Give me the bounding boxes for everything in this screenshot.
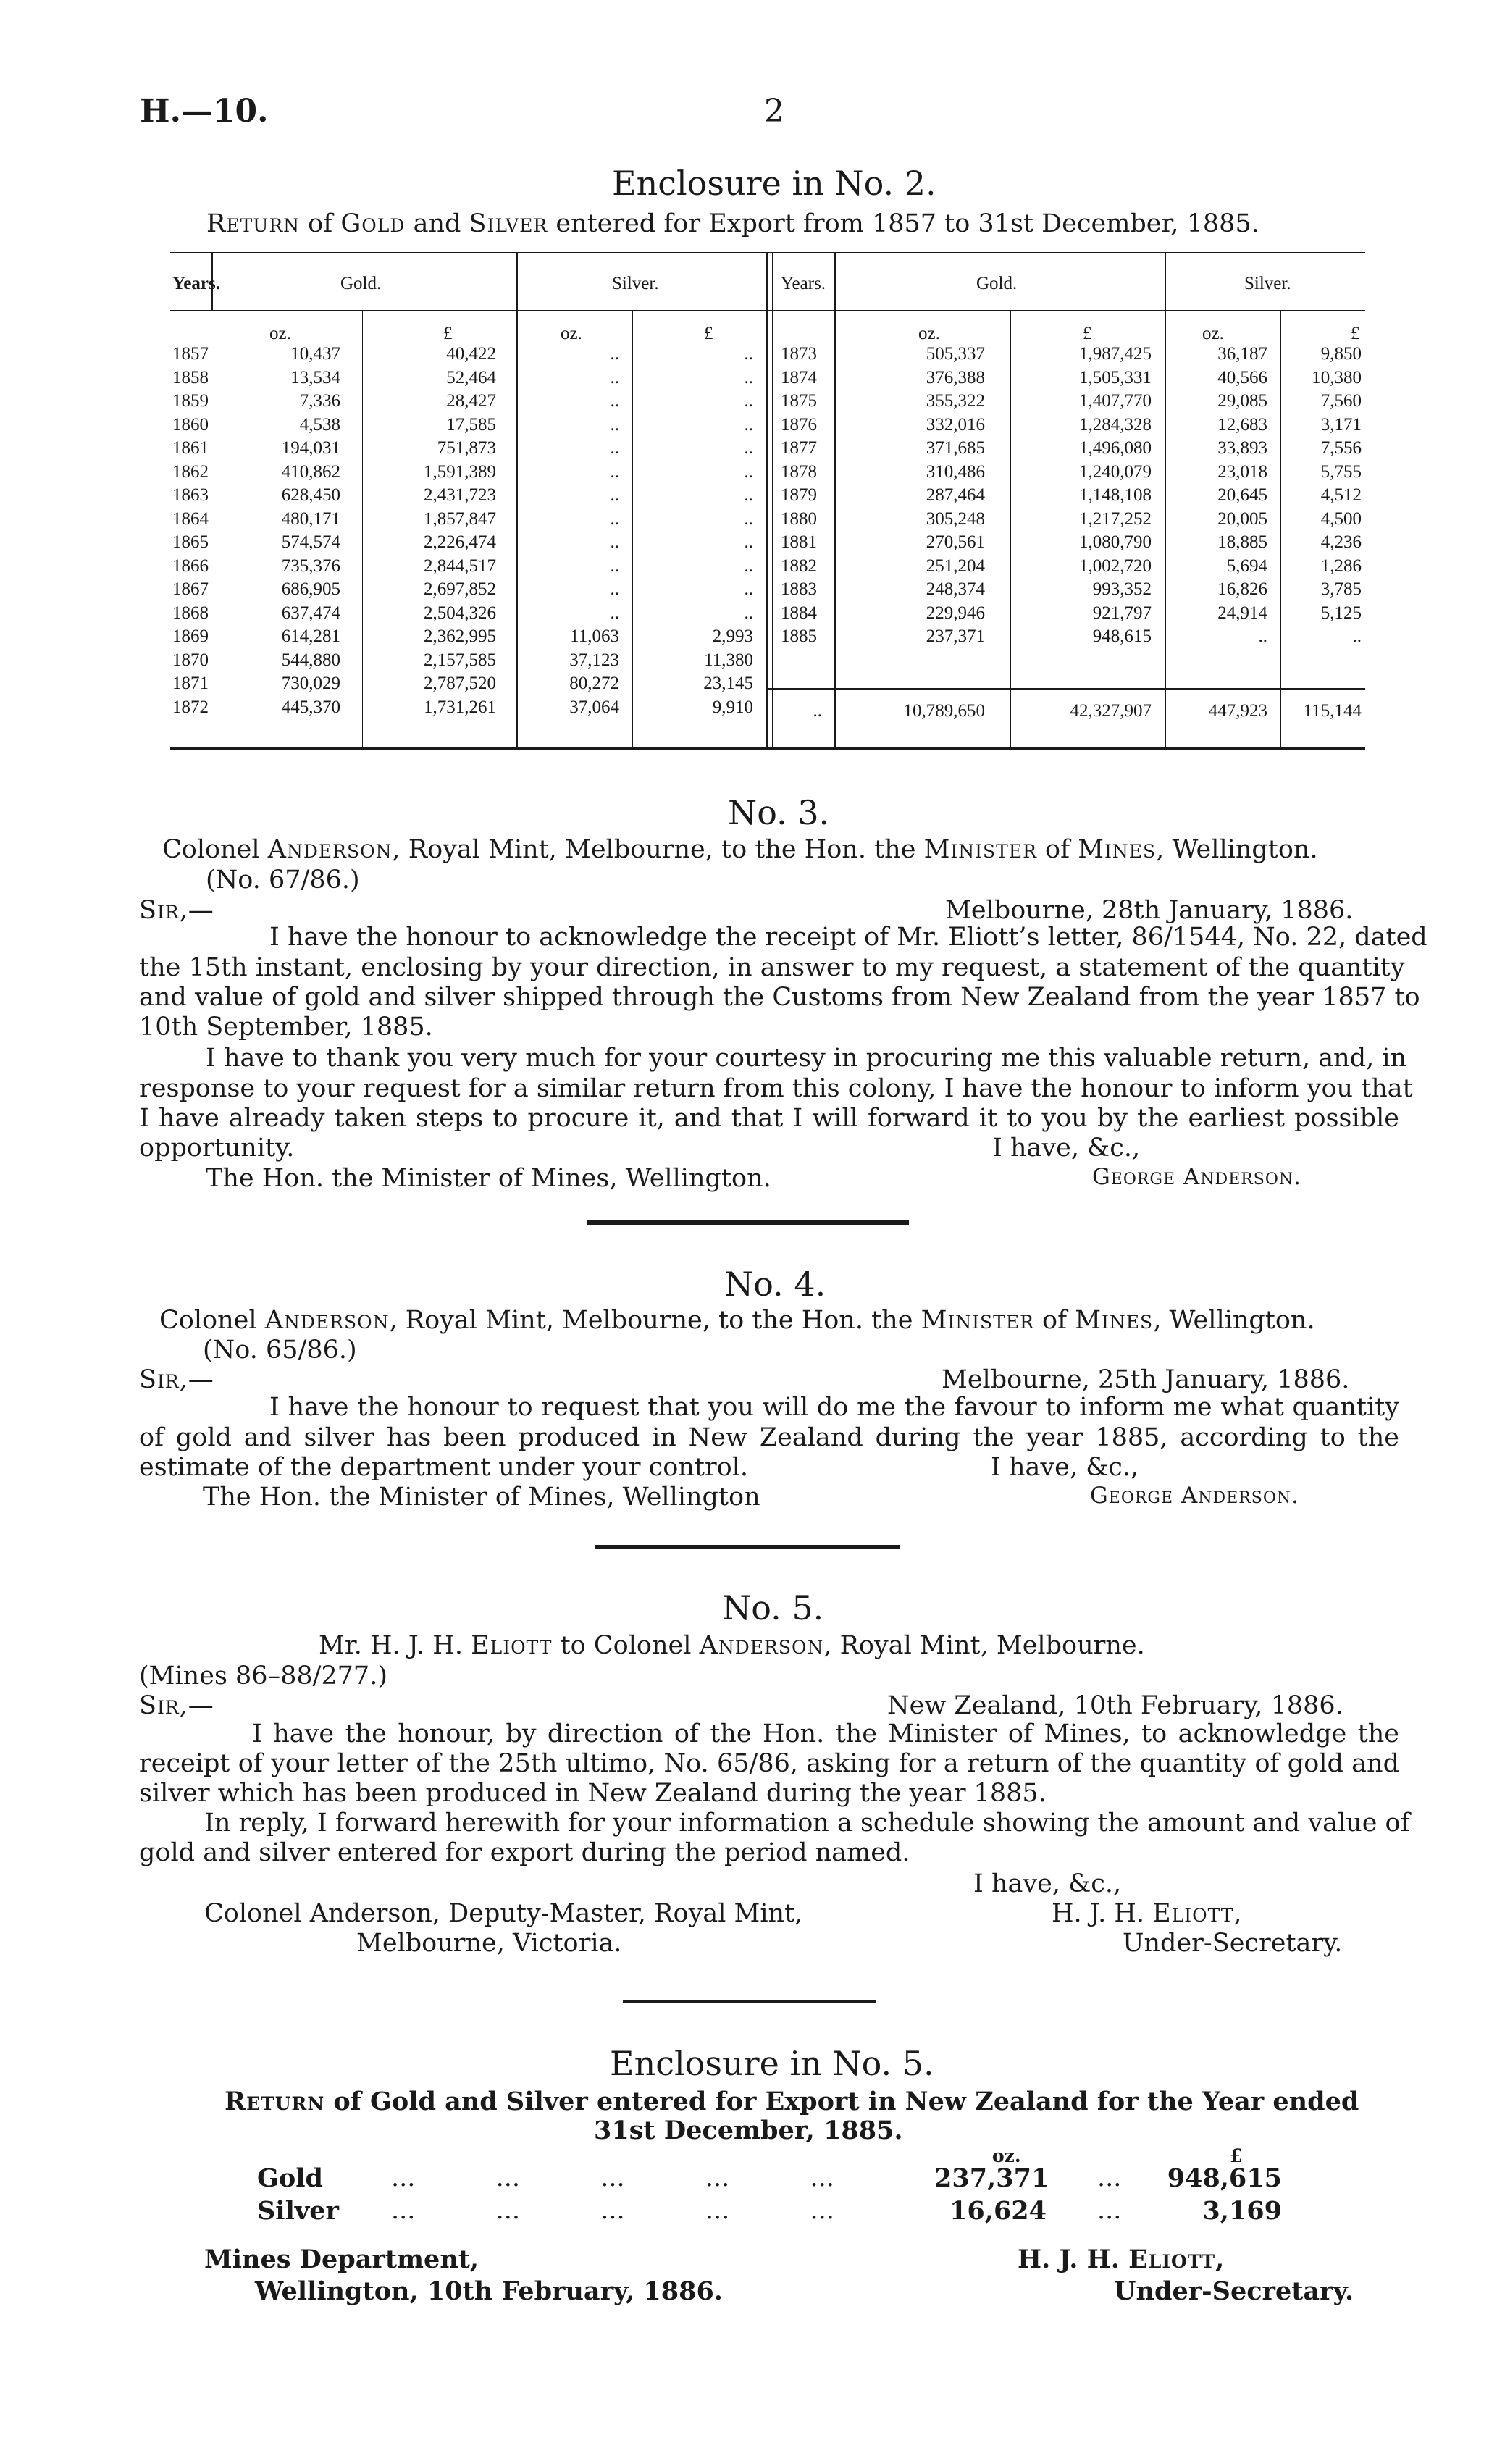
row-gold-val: 2,362,995	[424, 627, 496, 646]
row-year: 1857	[172, 344, 209, 364]
return-row-sep: ...	[1097, 2163, 1122, 2192]
unit-oz: oz.	[918, 324, 940, 343]
no3-p1-l4: 10th September, 1885.	[139, 1013, 433, 1042]
row-year: 1885	[781, 627, 817, 646]
row-silver-oz: 23,018	[1217, 462, 1267, 482]
no3-from-of: of	[1045, 835, 1070, 864]
no5-from-name: Eliott	[471, 1631, 553, 1660]
no3-closing: I have, &c.,	[992, 1133, 1141, 1162]
row-silver-val: ..	[744, 532, 753, 552]
no5-sign-title: Under-Secretary.	[1123, 1929, 1343, 1958]
row-silver-val: ..	[744, 485, 753, 505]
row-year: 1865	[172, 532, 209, 552]
row-silver-oz: 29,085	[1217, 391, 1267, 411]
row-gold-val: 948,615	[1092, 627, 1152, 646]
row-silver-val: 23,145	[703, 674, 753, 693]
row-year: 1884	[781, 603, 817, 623]
no3-date: Melbourne, 28th January, 1886.	[945, 896, 1354, 925]
table-header-rule	[170, 310, 1365, 311]
row-year: 1859	[172, 391, 209, 411]
return-row-sep: ...	[1097, 2196, 1122, 2225]
no4-closing: I have, &c.,	[991, 1453, 1139, 1482]
row-gold-oz: 248,374	[926, 579, 985, 599]
row-gold-oz: 628,450	[281, 485, 340, 505]
row-year: 1880	[781, 509, 817, 529]
total-rule	[768, 688, 1365, 690]
no3-from-line	[162, 837, 1318, 863]
no3-signature: George Anderson.	[1092, 1164, 1302, 1190]
row-year: 1871	[172, 674, 209, 693]
no3-p2-l2: response to your request for a similar return from this colony, I have the honour to inform you that	[139, 1074, 1413, 1103]
row-year: 1879	[781, 485, 817, 505]
row-silver-val: ..	[744, 509, 753, 529]
row-year: 1862	[172, 462, 209, 482]
row-year: 1867	[172, 579, 209, 599]
row-silver-val: 9,910	[712, 697, 753, 717]
row-silver-val: ..	[744, 579, 753, 599]
no5-p2-l2: gold and silver entered for export during the period named.	[139, 1838, 910, 1867]
no5-addressee-l2: Melbourne, Victoria.	[356, 1929, 622, 1958]
vrule	[516, 253, 518, 747]
row-silver-oz: ..	[610, 532, 619, 552]
row-silver-val: 10,380	[1312, 368, 1362, 387]
row-gold-val: 1,987,425	[1079, 344, 1152, 364]
unit-oz: oz.	[1202, 324, 1224, 343]
row-year: 1866	[172, 556, 209, 576]
row-gold-val: 1,002,720	[1079, 556, 1152, 576]
row-silver-val: ..	[744, 368, 753, 387]
row-gold-val: 1,284,328	[1079, 415, 1152, 435]
no3-from-mines: Mines	[1078, 835, 1157, 864]
row-silver-oz: ..	[610, 603, 619, 623]
row-year: 1870	[172, 650, 209, 670]
vrule-thin	[1280, 311, 1281, 747]
row-gold-val: 1,591,389	[424, 462, 496, 482]
row-gold-oz: 310,486	[926, 462, 985, 482]
no5-from-name2: Anderson	[699, 1631, 824, 1660]
no3-ref: (No. 67/86.)	[206, 866, 360, 894]
enclosure-5-caption-return: Return	[225, 2087, 325, 2116]
no4-salutation: Sir,—	[139, 1365, 214, 1394]
row-gold-val: 2,697,852	[424, 579, 496, 599]
header-silver: Silver.	[612, 274, 659, 293]
row-silver-oz: ..	[610, 556, 619, 576]
row-gold-val: 40,422	[446, 344, 496, 364]
enclosure-5-unit-oz: oz.	[992, 2145, 1021, 2166]
row-year: 1881	[781, 532, 817, 552]
vrule	[766, 253, 768, 747]
no5-ref: (Mines 86–88/277.)	[139, 1661, 387, 1690]
row-silver-val: 7,560	[1320, 391, 1362, 411]
row-gold-val: 1,240,079	[1079, 462, 1152, 482]
page-number: 2	[764, 93, 784, 130]
row-gold-oz: 287,464	[926, 485, 985, 505]
section-divider	[623, 2000, 876, 2003]
row-year: 1861	[172, 438, 209, 458]
row-silver-oz: 11,063	[570, 627, 619, 646]
no3-from-name: Anderson	[267, 835, 393, 864]
no3-title: No. 3.	[728, 793, 830, 832]
vrule-thin	[362, 311, 363, 747]
row-silver-oz: 12,683	[1217, 415, 1267, 435]
row-silver-val: 3,785	[1320, 579, 1362, 599]
row-gold-val: 2,504,326	[424, 603, 496, 623]
row-silver-oz: 36,187	[1217, 344, 1267, 364]
caption-gold: Gold	[340, 209, 406, 238]
return-row-label: Gold	[257, 2163, 324, 2193]
row-silver-val: 3,171	[1320, 415, 1362, 435]
unit-pound: £	[443, 324, 453, 343]
no3-from-pre: Colonel	[162, 835, 260, 864]
row-gold-oz: 229,946	[926, 603, 985, 623]
dept-line-2: Wellington, 10th February, 1886.	[255, 2276, 723, 2306]
row-silver-oz: ..	[610, 579, 619, 599]
no3-p1-l2: the 15th instant, enclosing by your direction, in answer to my request, a statement of the quantity	[139, 953, 1405, 982]
enclosure-2-caption: Return of Gold and Silver entered for Export from 1857 to 31st December, 1885.	[206, 209, 1259, 238]
no4-from-line	[159, 1308, 1315, 1333]
no3-p1-l1: I have the honour to acknowledge the receipt of Mr. Eliott’s letter, 86/1544, No. 22, dated	[269, 923, 1427, 952]
no4-from-mid: , Royal Mint, Melbourne, to the Hon. the	[389, 1306, 913, 1335]
row-silver-val: 2,993	[712, 627, 753, 646]
no4-signature: George Anderson.	[1090, 1483, 1300, 1509]
row-gold-val: 1,505,331	[1079, 368, 1152, 387]
total-gold-val: 42,327,907	[1070, 701, 1152, 721]
no4-p1-l3: estimate of the department under your control.	[139, 1453, 749, 1482]
table-bottom-rule	[170, 747, 1365, 750]
caption-and: and	[413, 209, 461, 238]
no4-from-pre: Colonel	[159, 1306, 257, 1335]
caption-silver: Silver	[469, 209, 548, 238]
vrule-thin	[632, 311, 633, 747]
row-silver-oz: ..	[610, 509, 619, 529]
return-row-value: 3,169	[1202, 2196, 1282, 2226]
no4-from-minister: Minister	[921, 1306, 1034, 1335]
row-silver-val: ..	[744, 556, 753, 576]
total-silver-val: 115,144	[1303, 701, 1362, 721]
no4-date: Melbourne, 25th January, 1886.	[942, 1365, 1350, 1394]
vrule	[1165, 253, 1166, 747]
enclosure-5-signature	[1018, 2247, 1224, 2272]
no5-addressee-l1: Colonel Anderson, Deputy-Master, Royal Mint,	[204, 1899, 803, 1928]
enclosure-5-caption-l2: 31st December, 1885.	[594, 2116, 903, 2145]
return-row-dots: ... ... ... ... ...	[391, 2196, 834, 2225]
row-year: 1860	[172, 415, 209, 435]
row-silver-oz: 37,064	[569, 697, 619, 717]
caption-rest: entered for Export from 1857 to 31st December, 1885.	[555, 209, 1259, 238]
caption-return: Return	[206, 209, 301, 238]
no5-from-line	[319, 1633, 1145, 1659]
row-silver-val: 4,512	[1320, 485, 1362, 505]
row-gold-oz: 686,905	[281, 579, 340, 599]
row-gold-val: 2,787,520	[424, 674, 496, 693]
row-silver-oz: ..	[1258, 627, 1267, 646]
no5-p2-l1: In reply, I forward herewith for your information a schedule showing the amount and value of	[204, 1809, 1410, 1837]
enclosure-5-sign-title: Under-Secretary.	[1114, 2276, 1354, 2306]
vrule	[834, 253, 836, 747]
enclosure-5-title: Enclosure in No. 5.	[610, 2044, 934, 2083]
row-year: 1872	[172, 697, 209, 717]
enclosure-5-unit-pound: £	[1230, 2145, 1243, 2166]
row-silver-val: ..	[744, 438, 753, 458]
dept-line-1: Mines Department,	[204, 2245, 479, 2274]
row-silver-val: ..	[1352, 627, 1362, 646]
row-silver-oz: 16,826	[1217, 579, 1267, 599]
header-gold: Gold.	[340, 274, 382, 293]
enclosure-5-caption-l1	[225, 2089, 1359, 2114]
no5-title: No. 5.	[722, 1588, 824, 1627]
no5-from-mid: to Colonel	[560, 1631, 692, 1660]
no3-salutation: Sir,—	[139, 896, 214, 925]
row-silver-oz: 80,272	[569, 674, 619, 693]
row-silver-oz: 18,885	[1217, 532, 1267, 552]
row-silver-val: 7,556	[1320, 438, 1362, 458]
row-gold-oz: 735,376	[281, 556, 340, 576]
return-row-value: 948,615	[1167, 2163, 1282, 2193]
row-gold-oz: 270,561	[926, 532, 985, 552]
return-row-label: Silver	[257, 2196, 339, 2226]
row-gold-oz: 7,336	[299, 391, 340, 411]
no3-p2-l4: opportunity.	[139, 1133, 295, 1162]
unit-pound: £	[1351, 324, 1360, 343]
no3-p2-l3: I have already taken steps to procure it, and that I will forward it to you by the earliest possible	[139, 1104, 1399, 1133]
row-gold-oz: 544,880	[281, 650, 340, 670]
row-silver-oz: ..	[610, 415, 619, 435]
row-silver-oz: ..	[610, 462, 619, 482]
row-gold-oz: 505,337	[926, 344, 985, 364]
row-silver-val: ..	[744, 603, 753, 623]
row-gold-oz: 445,370	[281, 697, 340, 717]
vrule	[772, 253, 773, 747]
section-divider	[587, 1220, 909, 1225]
row-silver-oz: 20,645	[1217, 485, 1267, 505]
row-silver-oz: 20,005	[1217, 509, 1267, 529]
row-gold-oz: 376,388	[926, 368, 985, 387]
row-gold-oz: 13,534	[290, 368, 340, 387]
enclosure-2-title: Enclosure in No. 2.	[612, 164, 936, 203]
return-row-oz: 237,371	[934, 2163, 1049, 2193]
unit-pound: £	[1083, 324, 1092, 343]
row-gold-val: 52,464	[446, 368, 496, 387]
row-silver-val: ..	[744, 415, 753, 435]
page-ref: H.—10.	[140, 93, 269, 130]
row-year: 1873	[781, 344, 817, 364]
row-gold-val: 1,731,261	[424, 697, 496, 717]
no5-sign-name: Eliott	[1152, 1899, 1234, 1928]
row-gold-oz: 194,031	[281, 438, 340, 458]
total-year: ..	[813, 701, 822, 721]
row-gold-val: 17,585	[446, 415, 496, 435]
header-gold-2: Gold.	[976, 274, 1018, 293]
row-silver-oz: ..	[610, 391, 619, 411]
no3-from-end: , Wellington.	[1156, 835, 1318, 864]
row-gold-oz: 614,281	[281, 627, 340, 646]
no3-addressee: The Hon. the Minister of Mines, Wellington.	[206, 1164, 771, 1193]
row-gold-val: 2,157,585	[424, 650, 496, 670]
no3-p1-l3: and value of gold and silver shipped through the Customs from New Zealand from the year 1857 to	[139, 983, 1420, 1012]
row-silver-val: 4,500	[1320, 509, 1362, 529]
no4-from-name: Anderson	[264, 1306, 390, 1335]
row-silver-val: ..	[744, 462, 753, 482]
no5-p1-l1: I have the honour, by direction of the Hon. the Minister of Mines, to acknowledge the	[252, 1719, 1399, 1748]
row-year: 1882	[781, 556, 817, 576]
row-gold-val: 1,217,252	[1079, 509, 1152, 529]
row-silver-oz: 24,914	[1217, 603, 1267, 623]
unit-pound: £	[704, 324, 713, 343]
no5-from-pre: Mr. H. J. H.	[319, 1631, 463, 1660]
row-year: 1875	[781, 391, 817, 411]
header-years: Years.	[172, 274, 220, 293]
no5-closing: I have, &c.,	[973, 1869, 1122, 1898]
row-gold-val: 1,407,770	[1079, 391, 1152, 411]
no5-date: New Zealand, 10th February, 1886.	[887, 1691, 1343, 1720]
row-year: 1878	[781, 462, 817, 482]
row-silver-val: 11,380	[704, 650, 753, 670]
enclosure-5-caption-text: of Gold and Silver entered for Export in New Zealand for the Year ended	[333, 2087, 1359, 2116]
return-row-dots: ... ... ... ... ...	[391, 2163, 834, 2192]
row-gold-oz: 371,685	[926, 438, 985, 458]
row-gold-val: 2,226,474	[424, 532, 496, 552]
no4-ref: (No. 65/86.)	[203, 1336, 357, 1365]
row-silver-oz: ..	[610, 344, 619, 364]
row-year: 1876	[781, 415, 817, 435]
enc5-sign-post: ,	[1215, 2245, 1225, 2274]
gold-silver-export-table	[0, 0, 1497, 797]
row-silver-oz: 5,694	[1226, 556, 1267, 576]
row-year: 1863	[172, 485, 209, 505]
row-year: 1869	[172, 627, 209, 646]
row-gold-oz: 10,437	[290, 344, 340, 364]
row-silver-oz: ..	[610, 485, 619, 505]
no4-addressee: The Hon. the Minister of Mines, Wellington	[203, 1483, 760, 1512]
header-silver-2: Silver.	[1244, 274, 1291, 293]
row-gold-val: 2,844,517	[424, 556, 496, 576]
row-gold-val: 1,857,847	[424, 509, 496, 529]
row-year: 1877	[781, 438, 817, 458]
row-silver-val: 9,850	[1320, 344, 1362, 364]
row-silver-oz: 40,566	[1217, 368, 1267, 387]
no5-sign-pre: H. J. H.	[1052, 1899, 1144, 1928]
no4-p1-l1: I have the honour to request that you will do me the favour to inform me what quantity	[269, 1393, 1399, 1422]
row-silver-val: ..	[744, 391, 753, 411]
row-silver-val: 5,755	[1320, 462, 1362, 482]
no3-from-mid: , Royal Mint, Melbourne, to the Hon. the	[392, 835, 916, 864]
no5-sign-post: ,	[1233, 1899, 1242, 1928]
row-gold-val: 1,080,790	[1079, 532, 1152, 552]
vrule-thin	[1010, 311, 1011, 747]
header-years-2: Years.	[781, 274, 826, 293]
row-gold-oz: 332,016	[926, 415, 985, 435]
row-silver-oz: ..	[610, 368, 619, 387]
row-silver-oz: 33,893	[1217, 438, 1267, 458]
section-divider	[595, 1545, 900, 1549]
no3-from-minister: Minister	[923, 835, 1037, 864]
row-year: 1883	[781, 579, 817, 599]
no3-p2-l1: I have to thank you very much for your courtesy in procuring me this valuable return, and, in	[206, 1044, 1407, 1073]
no5-signature	[1052, 1901, 1242, 1927]
row-silver-val: 4,236	[1320, 532, 1362, 552]
return-row-oz: 16,624	[949, 2196, 1047, 2226]
row-gold-val: 1,148,108	[1079, 485, 1152, 505]
no5-from-end: , Royal Mint, Melbourne.	[823, 1631, 1145, 1660]
unit-oz: oz.	[561, 324, 582, 343]
row-gold-oz: 237,371	[926, 627, 985, 646]
total-gold-oz: 10,789,650	[903, 701, 985, 721]
row-silver-val: ..	[744, 344, 753, 364]
row-gold-val: 993,352	[1092, 579, 1152, 599]
table-top-rule	[170, 252, 1365, 253]
row-gold-oz: 355,322	[926, 391, 985, 411]
no5-p1-l3: silver which has been produced in New Zealand during the year 1885.	[139, 1779, 1047, 1808]
no4-p1-l2: of gold and silver has been produced in New Zealand during the year 1885, according to the	[139, 1423, 1399, 1452]
no4-from-end: , Wellington.	[1153, 1306, 1315, 1335]
total-silver-oz: 447,923	[1208, 701, 1267, 721]
unit-oz: oz.	[269, 324, 291, 343]
row-silver-val: 1,286	[1320, 556, 1362, 576]
row-silver-oz: ..	[610, 438, 619, 458]
enc5-sign-name: Eliott	[1128, 2245, 1216, 2274]
row-year: 1868	[172, 603, 209, 623]
row-gold-oz: 730,029	[281, 674, 340, 693]
row-gold-val: 1,496,080	[1079, 438, 1152, 458]
row-gold-oz: 410,862	[281, 462, 340, 482]
row-gold-oz: 637,474	[281, 603, 340, 623]
row-gold-val: 2,431,723	[424, 485, 496, 505]
no4-title: No. 4.	[724, 1265, 826, 1304]
no4-from-of: of	[1042, 1306, 1068, 1335]
row-gold-oz: 480,171	[281, 509, 340, 529]
row-gold-val: 921,797	[1092, 603, 1152, 623]
enc5-sign-pre: H. J. H.	[1018, 2245, 1120, 2274]
row-gold-val: 28,427	[446, 391, 496, 411]
row-silver-oz: 37,123	[569, 650, 619, 670]
row-year: 1874	[781, 368, 817, 387]
row-gold-oz: 4,538	[299, 415, 340, 435]
row-year: 1858	[172, 368, 209, 387]
row-silver-val: 5,125	[1320, 603, 1362, 623]
row-gold-oz: 251,204	[926, 556, 985, 576]
row-year: 1864	[172, 509, 209, 529]
no4-from-mines: Mines	[1075, 1306, 1154, 1335]
row-gold-val: 751,873	[437, 438, 496, 458]
row-gold-oz: 574,574	[281, 532, 340, 552]
no5-p1-l2: receipt of your letter of the 25th ultimo, No. 65/86, asking for a return of the quantity of gold and	[139, 1749, 1399, 1778]
no5-salutation: Sir,—	[139, 1691, 214, 1720]
row-gold-oz: 305,248	[926, 509, 985, 529]
